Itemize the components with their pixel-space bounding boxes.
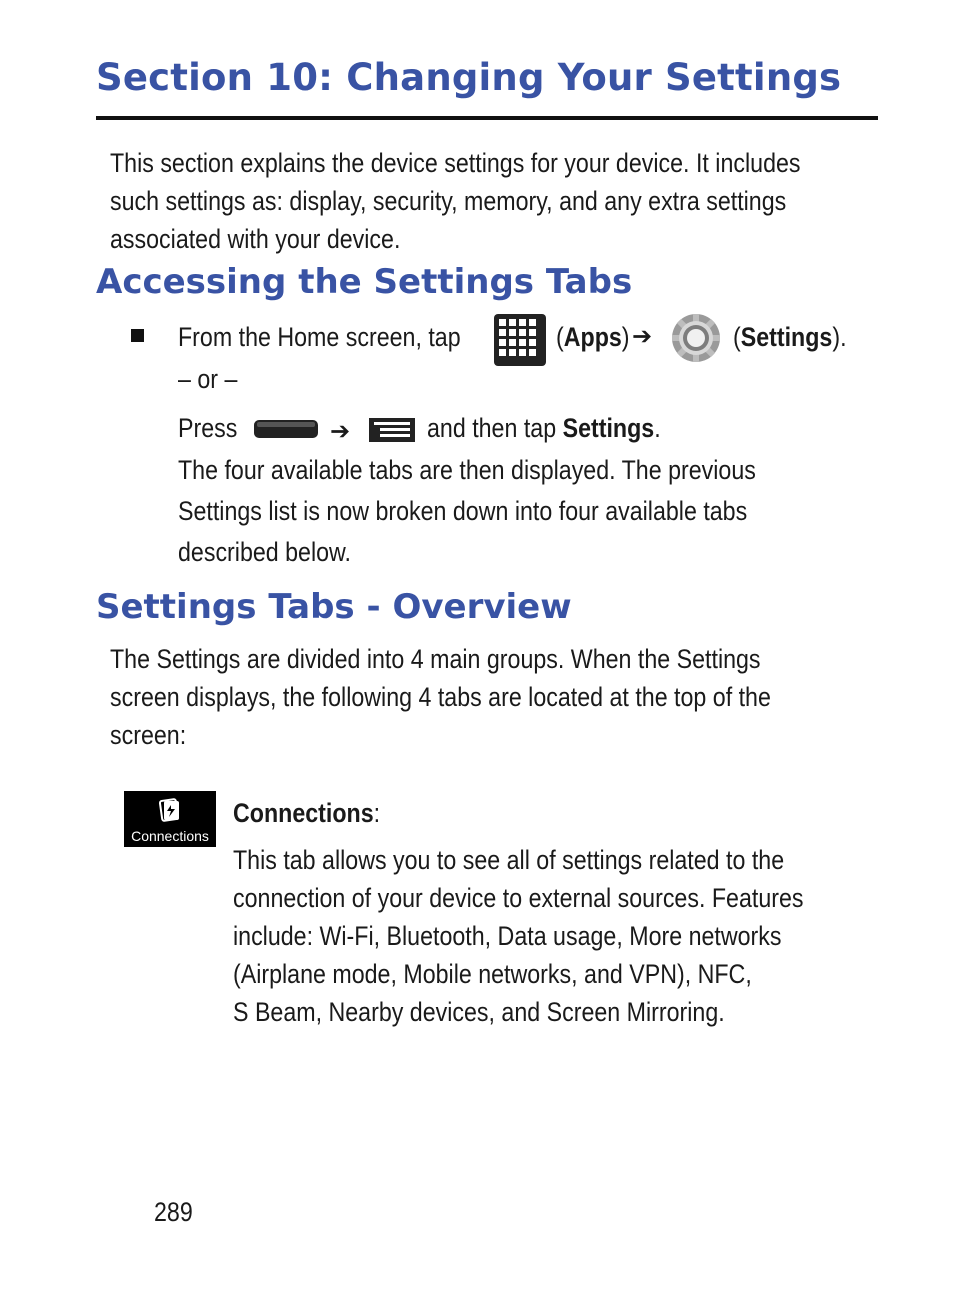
apps-label: Apps [563, 322, 622, 352]
connections-title-line: Connections: [233, 798, 381, 828]
overview-line: screen displays, the following 4 tabs are located at the top of the [110, 682, 771, 712]
apps-icon [494, 314, 546, 371]
settings-word: Settings [562, 413, 655, 443]
connections-line: S Beam, Nearby devices, and Screen Mirroring. [233, 997, 725, 1027]
intro-line: This section explains the device settings for your device. It includes [110, 148, 801, 178]
apps-paren: (Apps) [556, 322, 630, 352]
accessing-heading: Accessing the Settings Tabs [96, 262, 633, 302]
or-separator: – or – [178, 364, 238, 394]
connections-icon-label: Connections [131, 828, 209, 844]
overview-paragraph [110, 640, 771, 754]
arrow-icon: ➔ [632, 323, 653, 350]
settings-paren: (Settings). [733, 322, 847, 352]
tabs-description [178, 450, 756, 573]
description-line: The four available tabs are then displayed. The previous [178, 455, 756, 485]
press-suffix: and then tap Settings. [427, 413, 661, 443]
connections-line: (Airplane mode, Mobile networks, and VPN), NFC, [233, 959, 752, 989]
title-divider [96, 116, 878, 120]
connections-line: This tab allows you to see all of settings related to the [233, 845, 785, 875]
press-line [178, 405, 778, 451]
bullet-icon [131, 329, 144, 342]
arrow-icon: ➔ [330, 418, 351, 445]
description-line: described below. [178, 537, 351, 567]
connections-tab-icon [124, 791, 216, 847]
settings-gear-icon [670, 312, 722, 369]
overview-line: screen: [110, 720, 187, 750]
settings-label: Settings [740, 322, 833, 352]
description-line: Settings list is now broken down into four available tabs [178, 496, 748, 526]
menu-key-icon [368, 417, 416, 448]
overview-heading: Settings Tabs - Overview [96, 587, 572, 627]
overview-line: The Settings are divided into 4 main groups. When the Settings [110, 644, 761, 674]
connections-line: connection of your device to external sources. Features [233, 883, 804, 913]
intro-paragraph [110, 144, 801, 258]
home-key-icon [253, 419, 319, 444]
intro-line: such settings as: display, security, memory, and any extra settings [110, 186, 787, 216]
intro-line: associated with your device. [110, 224, 401, 254]
page-title: Section 10: Changing Your Settings [96, 56, 842, 99]
page-number: 289 [154, 1197, 193, 1227]
connections-line: include: Wi-Fi, Bluetooth, Data usage, More networks [233, 921, 782, 951]
press-label: Press [178, 413, 238, 443]
step-prefix: From the Home screen, tap [178, 322, 461, 352]
connections-title: Connections [233, 798, 374, 828]
connections-description [233, 841, 803, 1031]
and-then-tap-text: and then tap [427, 413, 557, 443]
connections-glyph-icon [157, 797, 183, 823]
